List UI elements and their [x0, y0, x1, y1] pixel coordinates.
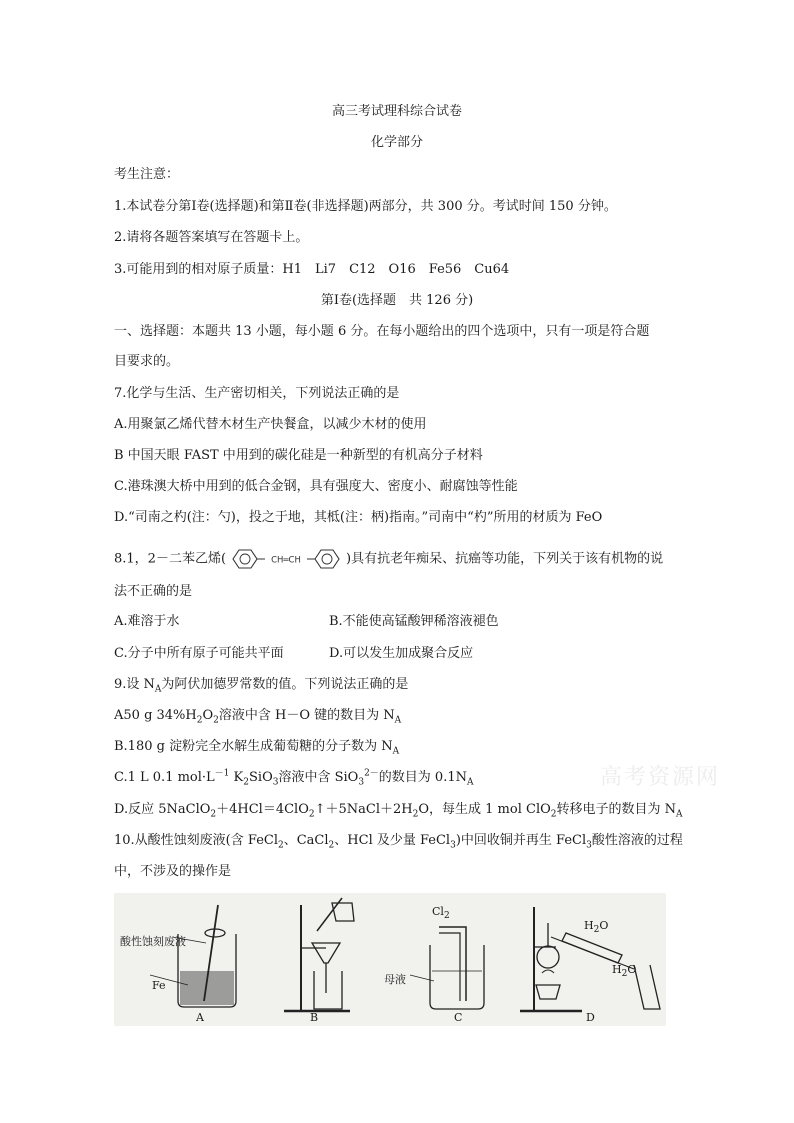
q9-option-a: A50 g $34\%H_2O_2$溶液中含 H－O 键的数目为 $N_A$ [114, 708, 402, 726]
q7-option-b: B 中国天眼 FAST 中用到的碳化硅是一种新型的有机高分子材料 [114, 448, 483, 463]
q9-option-b: B.180 g 淀粉完全水解生成葡萄糖的分子数为 $N_A$ [114, 739, 400, 757]
beaker-b [314, 971, 342, 1009]
q9-stem: 9.设 $N_A$为阿伏加德罗常数的值。下列说法正确的是 [114, 677, 409, 695]
label-option-a: A [196, 1011, 204, 1024]
distill-flask [537, 946, 559, 968]
q10-stem-line1: 10.从酸性蚀刻废液(含 FeCl$_2$、CaCl$_2$、HCl 及少量 FeCl$_3$)中回收铜并再生 FeCl$_3$酸性溶液的过程 [114, 833, 683, 851]
section-instruction-1: 一、选择题：本题共 13 小题，每小题 6 分。在每小题给出的四个选项中，只有一项是符合题 [114, 324, 650, 339]
q7-option-a: A.用聚氯乙烯代替木材生产快餐盒，以减少木材的使用 [114, 417, 427, 432]
q10-stem-line2: 中，不涉及的操作是 [114, 864, 232, 879]
label-option-c: C [454, 1011, 463, 1024]
watermark: 高考资源网 [600, 765, 721, 790]
q7-option-d: D.“司南之杓(注：勺)，投之于地，其柢(注：柄)指南。”司南中“杓”所用的材质为 FeO [114, 510, 603, 525]
apparatus-figure [114, 893, 666, 1026]
label-mother-liquor: 母液 [384, 973, 406, 986]
burner [536, 985, 560, 999]
q8-stem [114, 548, 663, 570]
q7-option-c: C.港珠澳大桥中用到的低合金钢，具有强度大、密度小、耐腐蚀等性能 [114, 479, 518, 494]
label-waste-liquid: 酸性蚀刻废液 [120, 935, 186, 948]
q8-option-a: A.难溶于水 [114, 614, 180, 629]
q8-stem-before: 8.1，2－二苯乙烯( [114, 551, 227, 567]
page-title: 高三考试理科综合试卷 [331, 104, 462, 119]
apparatus-drawing [114, 893, 666, 1026]
q8-option-b: B.不能使高锰酸钾稀溶液褪色 [329, 614, 499, 629]
label-cl2: $Cl_2$ [432, 905, 450, 922]
structure-label: CH═CH [271, 555, 301, 566]
section-instruction-2: 目要求的。 [114, 354, 180, 369]
stilbene-structure [227, 548, 345, 570]
conical-flask [634, 965, 660, 1009]
beaker-c [430, 945, 484, 1009]
condenser [562, 933, 622, 963]
funnel [312, 943, 340, 963]
q8-option-c: C.分子中所有原子可能共平面 [114, 646, 284, 661]
q8-option-d: D.可以发生加成聚合反应 [329, 646, 474, 661]
page-subtitle: 化学部分 [370, 135, 423, 150]
q9-option-c: C.1 L 0.1 $mol\cdot L^{-1}$ $K_2SiO_3$溶液中含 SiO$_3^{2-}$的数目为 $0.1N_A$ [114, 768, 474, 788]
q8-stem-line2: 法不正确的是 [114, 584, 193, 599]
notice-item-3: 3.可能用到的相对原子质量：H1 Li7 C12 O16 Fe56 Cu64 [114, 262, 510, 277]
section-title: 第Ⅰ卷(选择题 共 126 分) [320, 293, 474, 308]
label-fe: Fe [152, 979, 166, 992]
notice-item-2: 2.请将各题答案填写在答题卡上。 [114, 230, 309, 245]
label-option-b: B [310, 1011, 319, 1024]
gas-tube [439, 927, 466, 1001]
notice-heading: 考生注意： [114, 167, 180, 182]
notice-item-1: 1.本试卷分第Ⅰ卷(选择题)和第Ⅱ卷(非选择题)两部分，共 300 分。考试时间 150 分钟。 [114, 199, 617, 214]
q9-option-d: D.反应 $5NaClO_2+4HCl=4ClO_2↑+5NaCl+2H_2O$，每生成 1 mol ClO$_2$转移电子的数目为 $N_A$ [114, 802, 683, 820]
label-option-d: D [586, 1011, 595, 1024]
label-h2o-top: $H_2O$ [584, 919, 609, 936]
label-h2o-bottom: $H_2O$ [612, 963, 637, 980]
q7-stem: 7.化学与生活、生产密切相关，下列说法正确的是 [114, 386, 400, 401]
q8-stem-after: )具有抗老年痴呆、抗癌等功能，下列关于该有机物的说 [346, 551, 664, 567]
